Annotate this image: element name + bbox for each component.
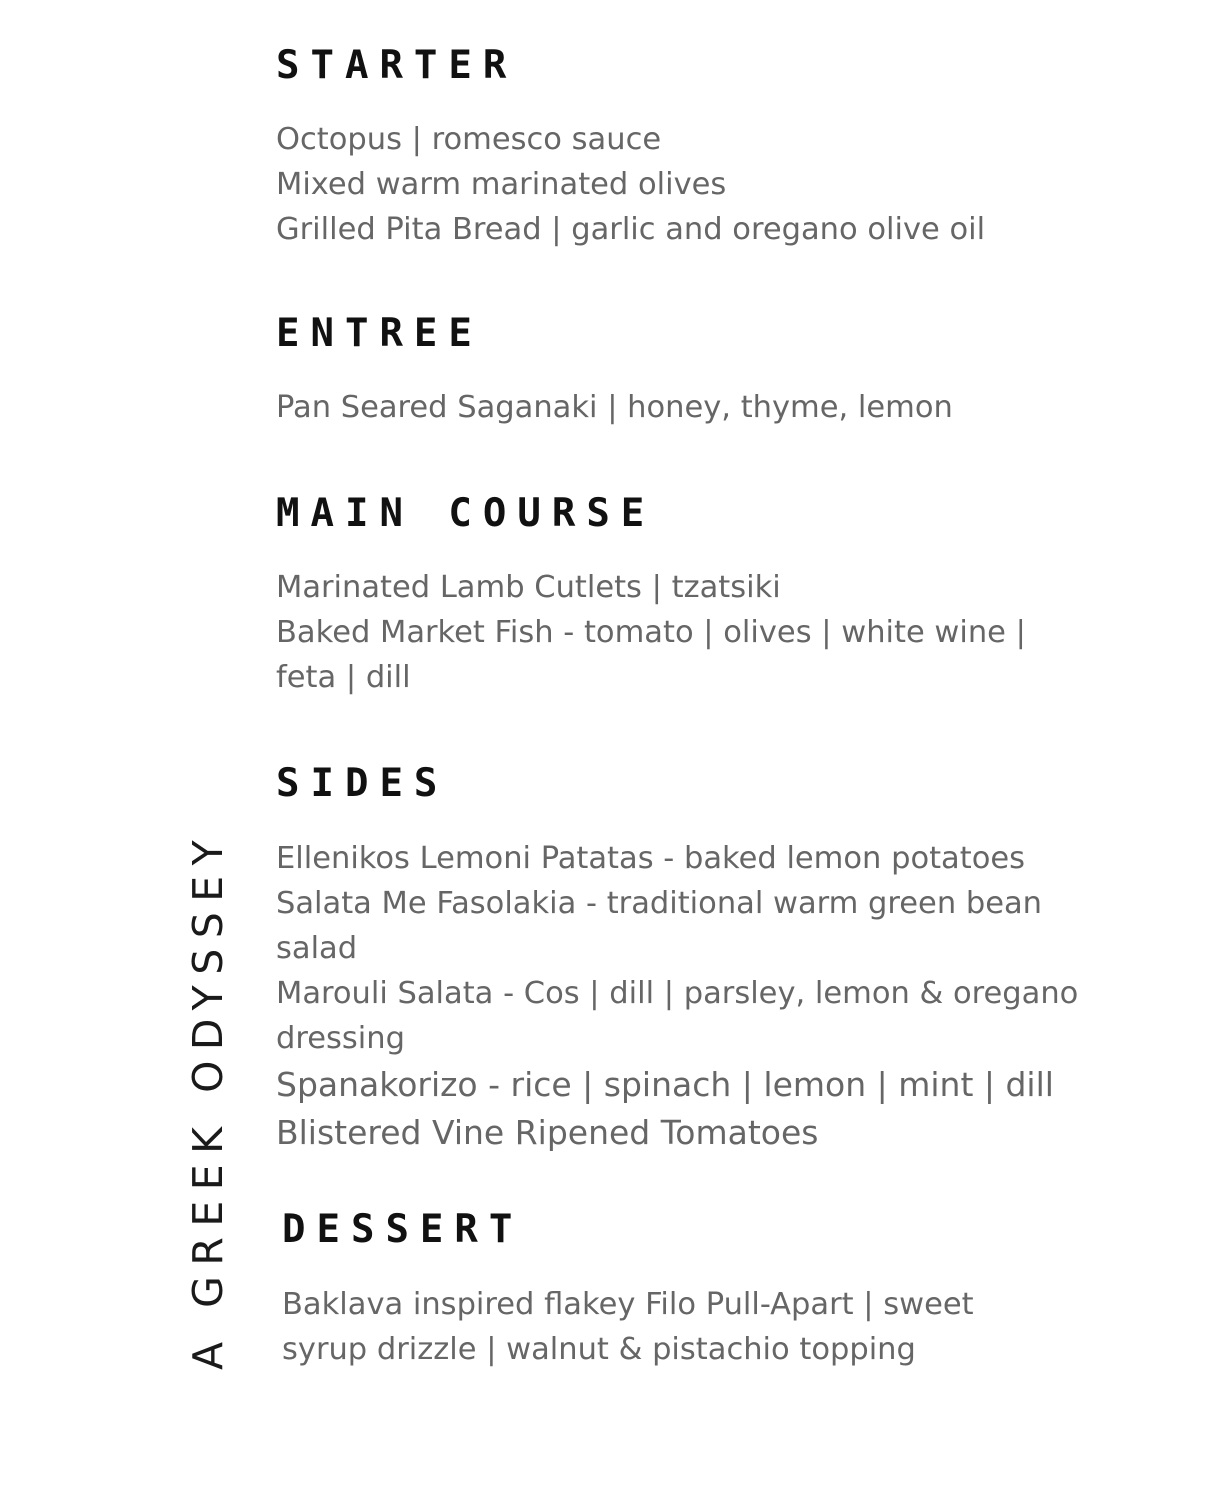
section-dessert	[282, 1207, 1162, 1372]
section-sides	[276, 761, 1156, 1157]
menu-item: Spanakorizo - rice | spinach | lemon | mint | dill	[276, 1065, 1054, 1104]
menu-item: Marinated Lamb Cutlets | tzatsiki	[276, 570, 781, 605]
menu-item: Ellenikos Lemoni Patatas - baked lemon potatoes	[276, 841, 1026, 876]
menu-item: Grilled Pita Bread | garlic and oregano olive oil	[276, 212, 986, 247]
dessert-items	[282, 1282, 1042, 1372]
section-main-course	[276, 491, 1156, 700]
section-heading-starter: STARTER	[276, 43, 518, 88]
section-heading-sides: SIDES	[276, 761, 449, 806]
menu-item: Baked Market Fish - tomato | olives | white wine | feta | dill	[276, 615, 1026, 695]
section-heading-entree: ENTREE	[276, 311, 483, 356]
section-starter	[276, 43, 1156, 252]
main-course-items	[276, 565, 1036, 700]
menu-item: Blistered Vine Ripened Tomatoes	[276, 1113, 819, 1152]
menu-item: Mixed warm marinated olives	[276, 167, 727, 202]
section-entree	[276, 311, 1156, 430]
menu-item: Octopus | romesco sauce	[276, 122, 662, 157]
section-heading-dessert: DESSERT	[282, 1207, 524, 1252]
starter-items	[276, 117, 1156, 252]
entree-items	[276, 385, 1156, 430]
sides-items	[276, 836, 1121, 1157]
menu-item: Baklava inspired flakey Filo Pull-Apart | sweet syrup drizzle | walnut & pistachio topping	[282, 1287, 974, 1367]
menu-item: Salata Me Fasolakia - traditional warm green bean salad	[276, 886, 1042, 966]
menu-title: A GREEK ODYSSEY	[184, 829, 232, 1370]
menu-item: Pan Seared Saganaki | honey, thyme, lemon	[276, 390, 953, 425]
menu-item: Marouli Salata - Cos | dill | parsley, lemon & oregano dressing	[276, 976, 1079, 1056]
section-heading-main-course: MAIN COURSE	[276, 491, 656, 536]
